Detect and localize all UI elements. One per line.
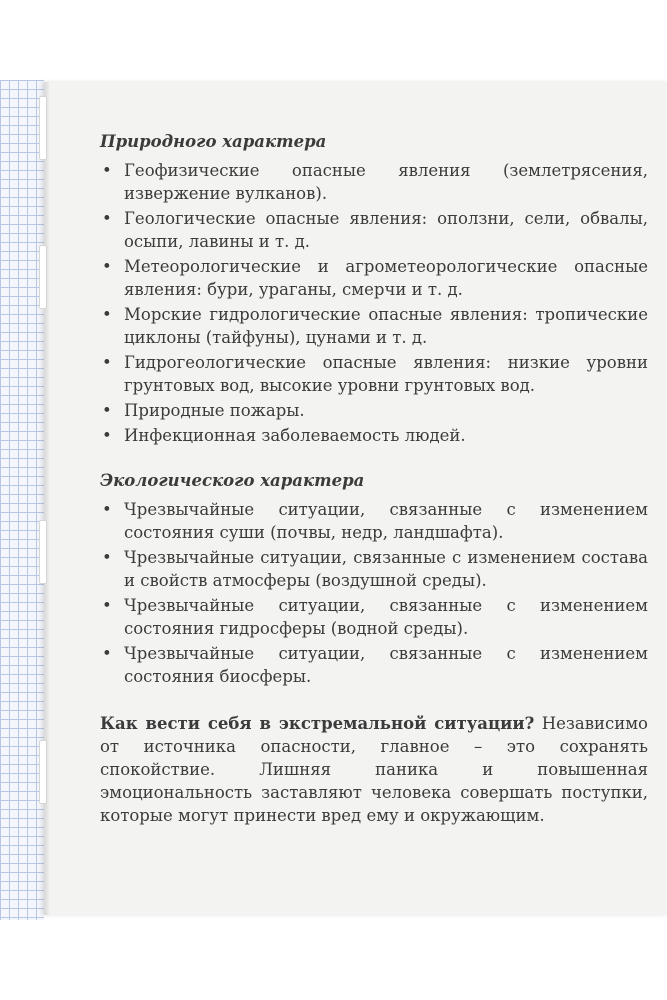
list-item: • Метеорологические и агрометеорологические опасные явления: бури, ураганы, смерчи и т. д.: [100, 255, 648, 301]
binding-staple: [39, 740, 47, 804]
list-item: • Чрезвычайные ситуации, связанные с изменением состояния биосферы.: [100, 642, 648, 688]
ecological-list: [100, 498, 648, 688]
list-item: • Чрезвычайные ситуации, связанные с изменением состояния гидросферы (водной среды).: [100, 594, 648, 640]
list-item: • Геофизические опасные явления (землетрясения, извержение вулканов).: [100, 159, 648, 205]
grid-paper-background: [0, 80, 44, 920]
section-heading-natural: Природного характера: [100, 132, 327, 151]
list-item: • Морские гидрологические опасные явления: тропические циклоны (тайфуны), цунами и т. д.: [100, 303, 648, 349]
paragraph-text: Независимо от источника опасности, главное – это сохранять спокойствие. Лишняя паника и повышенная эмоциональность заставляют человека совершать поступки, которые могут принести вред ему и окружающим.: [100, 714, 648, 825]
list-item: • Чрезвычайные ситуации, связанные с изменением состава и свойств атмосферы (воздушной среды).: [100, 546, 648, 592]
list-item: • Природные пожары.: [100, 399, 648, 422]
natural-list: [100, 159, 648, 447]
list-item: • Чрезвычайные ситуации, связанные с изменением состояния суши (почвы, недр, ландшафта).: [100, 498, 648, 544]
section-heading-ecological: Экологического характера: [100, 471, 365, 490]
binding-staple: [39, 520, 47, 584]
page-content: [100, 130, 648, 827]
list-item: • Инфекционная заболеваемость людей.: [100, 424, 648, 447]
binding-staple: [39, 245, 47, 309]
list-item: • Геологические опасные явления: оползни, сели, обвалы, осыпи, лавины и т. д.: [100, 207, 648, 253]
list-item: • Гидрогеологические опасные явления: низкие уровни грунтовых вод, высокие уровни грунтовых вод.: [100, 351, 648, 397]
behavior-paragraph: [100, 712, 648, 827]
binding-staple: [39, 96, 47, 160]
paragraph-question: Как вести себя в экстремальной ситуации?: [100, 714, 535, 733]
